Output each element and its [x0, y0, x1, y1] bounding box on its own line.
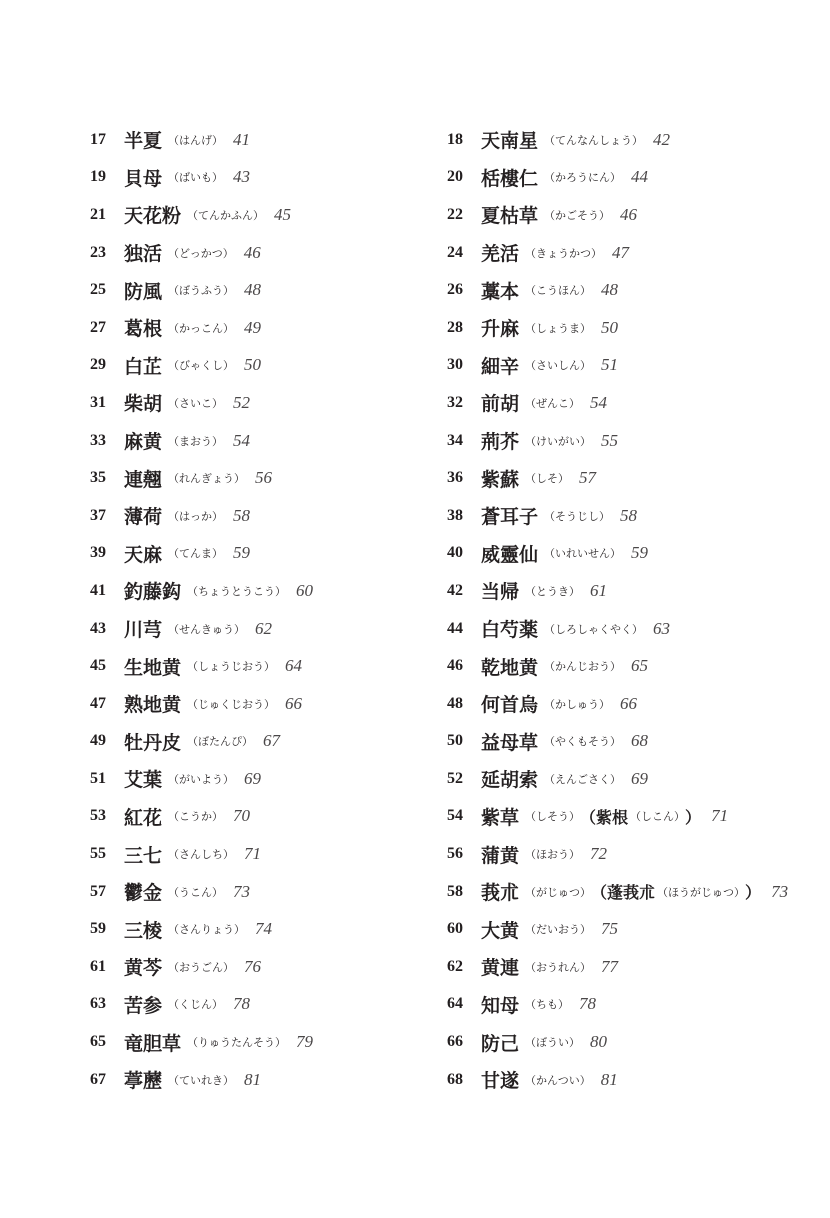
index-entry — [447, 1023, 807, 1061]
page-number: 64 — [285, 656, 303, 676]
entry-number: 68 — [447, 1070, 463, 1088]
index-entry — [447, 760, 807, 798]
entry-number: 56 — [447, 845, 463, 863]
herb-reading: （いれいせん） — [544, 547, 622, 561]
herb-name: 紫草 — [481, 806, 520, 829]
page-number: 80 — [590, 1032, 608, 1052]
herb-reading: （てんま） — [168, 547, 224, 561]
page-number: 54 — [590, 392, 608, 412]
herb-name: 紅花 — [124, 806, 163, 829]
herb-name: 荊芥 — [481, 431, 520, 454]
index-entry — [90, 121, 430, 159]
index-entry — [447, 873, 807, 911]
herb-reading: （はんげ） — [168, 133, 224, 147]
herb-name: 升麻 — [481, 318, 520, 341]
index-entry — [90, 535, 430, 573]
entry-number: 39 — [90, 544, 106, 562]
index-entry — [90, 234, 430, 272]
index-entry — [90, 948, 430, 986]
page-number: 46 — [243, 242, 261, 262]
entry-number: 34 — [447, 431, 463, 449]
herb-name: 竜胆草 — [124, 1032, 182, 1055]
index-entry — [447, 384, 807, 422]
index-entry — [90, 610, 430, 648]
herb-reading: （れんぎょう） — [168, 472, 246, 486]
herb-reading: （とうき） — [525, 584, 581, 598]
entry-number: 31 — [90, 393, 106, 411]
herb-name: 白芍薬 — [481, 619, 539, 642]
herb-name: 甘遂 — [481, 1070, 520, 1093]
index-entry — [447, 723, 807, 761]
herb-name: 三七 — [124, 844, 163, 867]
entry-number: 36 — [447, 469, 463, 487]
herb-reading: （まおう） — [168, 434, 224, 448]
page-number: 76 — [244, 956, 262, 976]
page-number: 52 — [233, 392, 251, 412]
herb-reading: （ぼたんぴ） — [187, 735, 254, 749]
page-number: 68 — [631, 731, 649, 751]
entry-number: 24 — [447, 243, 463, 261]
entry-number: 67 — [90, 1070, 106, 1088]
index-entry — [90, 723, 430, 761]
page-number: 74 — [255, 919, 273, 939]
page-number: 66 — [620, 693, 638, 713]
herb-name: 天麻 — [124, 543, 163, 566]
herb-reading: （さいしん） — [525, 359, 592, 373]
herb-name: 三棱 — [124, 919, 163, 942]
page-number: 45 — [274, 204, 292, 224]
index-entry — [90, 873, 430, 911]
page-number: 79 — [296, 1032, 314, 1052]
herb-name: 紫蘇 — [481, 468, 520, 491]
right-column — [447, 121, 807, 1098]
page-number: 43 — [233, 167, 251, 187]
index-entry — [447, 948, 807, 986]
herb-name: 黄連 — [481, 957, 520, 980]
page-number: 81 — [600, 1069, 618, 1089]
entry-number: 37 — [90, 506, 106, 524]
page-number: 81 — [244, 1069, 262, 1089]
herb-reading: （せんきゅう） — [168, 622, 246, 636]
herb-reading: （ほおう） — [525, 848, 581, 862]
entry-number: 19 — [90, 168, 106, 186]
index-entry — [447, 309, 807, 347]
page-number: 56 — [255, 468, 273, 488]
index-entry — [447, 647, 807, 685]
index-entry — [447, 196, 807, 234]
herb-reading: （そうじし） — [544, 509, 611, 523]
index-entry — [90, 271, 430, 309]
index-entry — [447, 459, 807, 497]
index-entry — [90, 798, 430, 836]
herb-name: 細辛 — [481, 355, 520, 378]
alt-close-paren: ） — [745, 883, 762, 903]
herb-name: 艾葉 — [124, 769, 163, 792]
index-entry — [447, 798, 807, 836]
herb-reading: （えんごさく） — [544, 772, 622, 786]
herb-name: 連翹 — [124, 468, 163, 491]
entry-number: 33 — [90, 431, 106, 449]
page-number: 60 — [296, 580, 314, 600]
entry-number: 49 — [90, 732, 106, 750]
herb-reading: （がいよう） — [168, 772, 235, 786]
herb-name: 黄芩 — [124, 957, 163, 980]
herb-reading: （じゅくじおう） — [187, 697, 276, 711]
herb-reading: （どっかつ） — [168, 246, 234, 260]
herb-reading: （こうか） — [168, 810, 224, 824]
herb-name: 延胡索 — [481, 769, 539, 792]
index-entry — [447, 347, 807, 385]
herb-reading: （さいこ） — [168, 396, 224, 410]
index-entry — [90, 384, 430, 422]
page-number: 69 — [631, 768, 649, 788]
entry-number: 61 — [90, 957, 106, 975]
entry-number: 43 — [90, 619, 106, 637]
herb-name: 当帰 — [481, 581, 520, 604]
herb-reading: （がじゅつ） — [525, 885, 592, 899]
herb-reading: （おうごん） — [168, 960, 235, 974]
herb-name: 莪朮 — [481, 882, 520, 905]
alt-herb-reading: （ほうがじゅつ） — [657, 885, 746, 899]
entry-number: 35 — [90, 469, 106, 487]
index-entry — [447, 535, 807, 573]
index-entry — [90, 159, 430, 197]
entry-number: 30 — [447, 356, 463, 374]
alt-herb-reading: （しこん） — [630, 810, 686, 824]
herb-reading: （だいおう） — [525, 923, 592, 937]
page-number: 75 — [601, 919, 619, 939]
entry-number: 27 — [90, 318, 106, 336]
index-entry — [447, 910, 807, 948]
herb-reading: （しょうじおう） — [187, 660, 276, 674]
herb-reading: （かっこん） — [168, 321, 235, 335]
herb-reading: （きょうかつ） — [525, 246, 603, 260]
herb-reading: （やくもそう） — [544, 735, 622, 749]
alt-close-paren: ） — [685, 807, 702, 827]
herb-name: 熟地黄 — [124, 694, 182, 717]
herb-name: 半夏 — [124, 130, 163, 153]
herb-name: 葶藶 — [124, 1070, 163, 1093]
alt-open-paren: （ — [580, 807, 597, 827]
herb-name: 藁本 — [481, 280, 520, 303]
herb-name: 何首烏 — [481, 694, 539, 717]
page-number: 61 — [590, 580, 608, 600]
page-number: 51 — [601, 355, 619, 375]
entry-number: 26 — [447, 281, 463, 299]
entry-number: 63 — [90, 995, 106, 1013]
entry-number: 54 — [447, 807, 463, 825]
herb-name: 鬱金 — [124, 882, 163, 905]
herb-reading: （かごそう） — [544, 208, 611, 222]
entry-number: 66 — [447, 1033, 463, 1051]
page-number: 67 — [263, 731, 281, 751]
index-entry — [90, 497, 430, 535]
index-entry — [447, 121, 807, 159]
herb-name: 知母 — [481, 994, 520, 1017]
page-number: 69 — [244, 768, 262, 788]
page-number: 47 — [612, 242, 630, 262]
herb-reading: （りゅうたんそう） — [187, 1036, 287, 1050]
herb-reading: （ばいも） — [168, 171, 224, 185]
index-entry — [447, 610, 807, 648]
entry-number: 51 — [90, 769, 106, 787]
entry-number: 50 — [447, 732, 463, 750]
entry-number: 44 — [447, 619, 463, 637]
entry-number: 58 — [447, 882, 463, 900]
index-entry — [90, 1023, 430, 1061]
entry-number: 45 — [90, 657, 106, 675]
entry-number: 23 — [90, 243, 106, 261]
page-number: 70 — [233, 806, 251, 826]
index-entry — [447, 986, 807, 1024]
page-number: 49 — [244, 317, 262, 337]
herb-name: 乾地黄 — [481, 656, 539, 679]
herb-name: 栝樓仁 — [481, 167, 539, 190]
page-number: 48 — [244, 280, 262, 300]
index-entry — [90, 685, 430, 723]
index-entry — [447, 234, 807, 272]
index-entry — [447, 1061, 807, 1099]
index-entry — [90, 309, 430, 347]
herb-reading: （うこん） — [168, 885, 224, 899]
index-entry — [447, 271, 807, 309]
index-entry — [447, 572, 807, 610]
page-number: 78 — [233, 994, 251, 1014]
index-entry — [90, 572, 430, 610]
entry-number: 47 — [90, 694, 106, 712]
herb-name: 白芷 — [124, 355, 163, 378]
herb-name: 蒼耳子 — [481, 506, 539, 529]
herb-reading: （さんしち） — [168, 848, 235, 862]
entry-number: 28 — [447, 318, 463, 336]
alt-herb-name: 蓬莪朮 — [607, 883, 656, 903]
herb-name: 夏枯草 — [481, 205, 539, 228]
index-entry — [90, 422, 430, 460]
entry-number: 53 — [90, 807, 106, 825]
herb-reading: （おうれん） — [525, 960, 592, 974]
herb-name: 釣藤鈎 — [124, 581, 182, 604]
herb-reading: （ていれき） — [168, 1073, 235, 1087]
entry-number: 64 — [447, 995, 463, 1013]
alt-open-paren: （ — [591, 883, 608, 903]
page-number: 78 — [579, 994, 597, 1014]
herb-reading: （しょうま） — [525, 321, 592, 335]
entry-number: 52 — [447, 769, 463, 787]
index-entry — [90, 459, 430, 497]
index-entry — [447, 835, 807, 873]
herb-name: 独活 — [124, 243, 163, 266]
herb-reading: （びゃくし） — [168, 359, 235, 373]
entry-number: 25 — [90, 281, 106, 299]
entry-number: 57 — [90, 882, 106, 900]
entry-number: 55 — [90, 845, 106, 863]
index-entry — [90, 910, 430, 948]
alt-herb-name: 紫根 — [596, 807, 629, 827]
page-number: 77 — [601, 956, 619, 976]
entry-number: 42 — [447, 581, 463, 599]
herb-reading: （しろしゃくやく） — [544, 622, 644, 636]
index-entry — [447, 159, 807, 197]
herb-reading: （かんじおう） — [544, 660, 622, 674]
page-number: 42 — [653, 129, 671, 149]
index-entry — [447, 422, 807, 460]
entry-number: 21 — [90, 205, 106, 223]
page-number: 73 — [233, 881, 251, 901]
page-number: 48 — [601, 280, 619, 300]
herb-name: 天南星 — [481, 130, 539, 153]
herb-reading: （ちょうとうこう） — [187, 584, 287, 598]
herb-reading: （かしゅう） — [544, 697, 611, 711]
herb-name: 威靈仙 — [481, 543, 539, 566]
page-number: 57 — [579, 468, 597, 488]
herb-name: 天花粉 — [124, 205, 182, 228]
page-number: 50 — [244, 355, 262, 375]
herb-reading: （ぼうふう） — [168, 284, 235, 298]
herb-name: 生地黄 — [124, 656, 182, 679]
entry-number: 38 — [447, 506, 463, 524]
herb-name: 苦参 — [124, 994, 163, 1017]
herb-name: 前胡 — [481, 393, 520, 416]
herb-reading: （てんなんしょう） — [544, 133, 644, 147]
entry-number: 46 — [447, 657, 463, 675]
herb-reading: （さんりょう） — [168, 923, 246, 937]
page-number: 59 — [631, 543, 649, 563]
entry-number: 22 — [447, 205, 463, 223]
index-entry — [90, 647, 430, 685]
herb-reading: （くじん） — [168, 998, 224, 1012]
index-entry — [90, 835, 430, 873]
herb-name: 貝母 — [124, 167, 163, 190]
page-number: 71 — [244, 844, 262, 864]
herb-name: 牡丹皮 — [124, 731, 182, 754]
entry-number: 41 — [90, 581, 106, 599]
page-number: 63 — [653, 618, 671, 638]
entry-number: 62 — [447, 957, 463, 975]
index-entry — [90, 760, 430, 798]
page-number: 55 — [601, 430, 619, 450]
herb-name: 大黄 — [481, 919, 520, 942]
herb-name: 麻黄 — [124, 431, 163, 454]
page-number: 73 — [771, 881, 789, 901]
page-number: 66 — [285, 693, 303, 713]
herb-name: 蒲黄 — [481, 844, 520, 867]
entry-number: 17 — [90, 130, 106, 148]
entry-number: 60 — [447, 920, 463, 938]
index-entry — [447, 497, 807, 535]
herb-name: 羌活 — [481, 243, 520, 266]
herb-reading: （しそ） — [525, 472, 570, 486]
index-entry — [447, 685, 807, 723]
index-entry — [90, 1061, 430, 1099]
herb-reading: （ぼうい） — [525, 1036, 581, 1050]
entry-number: 48 — [447, 694, 463, 712]
index-entry — [90, 986, 430, 1024]
herb-name: 防己 — [481, 1032, 520, 1055]
page-number: 50 — [601, 317, 619, 337]
entry-number: 59 — [90, 920, 106, 938]
herb-name: 益母草 — [481, 731, 539, 754]
page-number: 58 — [620, 505, 638, 525]
left-column — [90, 121, 430, 1098]
page-number: 65 — [631, 656, 649, 676]
herb-reading: （ちも） — [525, 998, 570, 1012]
entry-number: 65 — [90, 1033, 106, 1051]
index-entry — [90, 347, 430, 385]
entry-number: 20 — [447, 168, 463, 186]
entry-number: 32 — [447, 393, 463, 411]
entry-number: 18 — [447, 130, 463, 148]
herb-reading: （けいがい） — [525, 434, 592, 448]
page-number: 41 — [233, 129, 251, 149]
entry-number: 29 — [90, 356, 106, 374]
index-entry — [90, 196, 430, 234]
herb-reading: （はっか） — [168, 509, 224, 523]
herb-reading: （かろうにん） — [544, 171, 622, 185]
herb-name: 防風 — [124, 280, 163, 303]
herb-name: 川芎 — [124, 619, 163, 642]
page-number: 59 — [233, 543, 251, 563]
herb-reading: （かんつい） — [525, 1073, 591, 1087]
herb-reading: （こうほん） — [525, 284, 592, 298]
page-number: 71 — [711, 806, 729, 826]
herb-name: 薄荷 — [124, 506, 163, 529]
page-number: 58 — [233, 505, 251, 525]
herb-reading: （しそう） — [525, 810, 581, 824]
herb-reading: （てんかふん） — [187, 208, 265, 222]
page-number: 44 — [631, 167, 649, 187]
entry-number: 40 — [447, 544, 463, 562]
herb-name: 葛根 — [124, 318, 163, 341]
herb-reading: （ぜんこ） — [525, 396, 581, 410]
page-number: 72 — [590, 844, 608, 864]
herb-name: 柴胡 — [124, 393, 163, 416]
page-number: 46 — [620, 204, 638, 224]
page-number: 54 — [233, 430, 251, 450]
page-number: 62 — [255, 618, 273, 638]
